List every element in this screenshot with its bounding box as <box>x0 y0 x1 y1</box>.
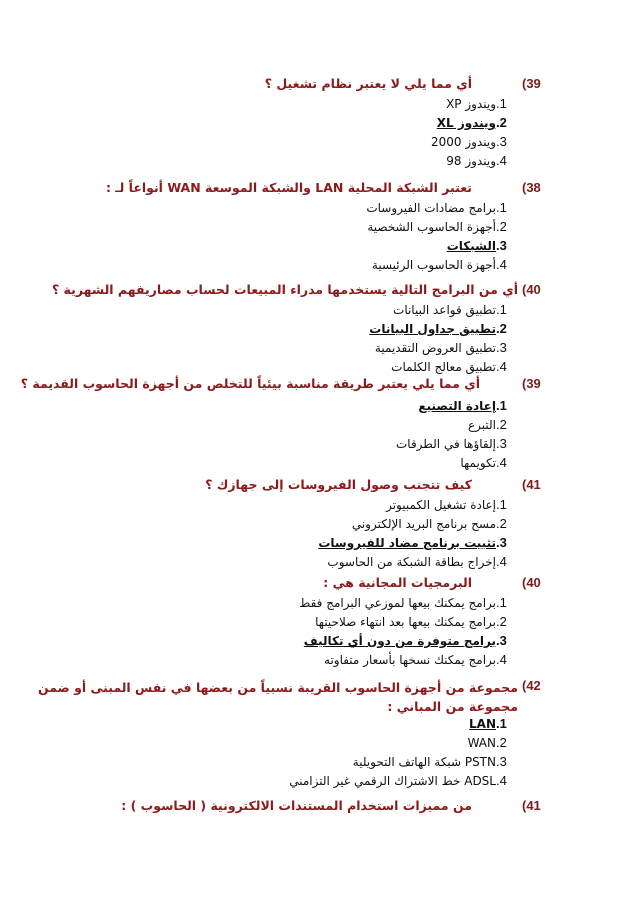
option-text: أجهزة الحاسوب الرئيسية <box>371 258 496 272</box>
option-number: .2 <box>496 417 507 432</box>
answer-option-correct <box>369 321 518 339</box>
option-text: LAN <box>469 717 496 731</box>
option-number: .1 <box>496 398 507 413</box>
question-number: (38 <box>522 180 541 195</box>
option-text: إعادة تشغيل الكمبيوتر <box>386 498 496 512</box>
answer-option <box>431 134 518 152</box>
option-number: .4 <box>496 257 507 272</box>
option-text: تطبيق العروض التقديمية <box>374 341 496 355</box>
question-text: البرمجيات المجانية هي : <box>323 575 472 590</box>
option-number: .2 <box>496 115 507 130</box>
answer-option <box>353 754 518 772</box>
answer-option <box>468 417 518 435</box>
option-number: .2 <box>496 219 507 234</box>
option-text: تثبيت برنامج مضاد للفيروسات <box>318 536 496 550</box>
answer-option <box>446 96 518 114</box>
option-text: إخراج بطاقة الشبكة من الحاسوب <box>327 555 496 569</box>
answer-option <box>315 614 518 632</box>
option-number: .2 <box>496 735 507 750</box>
option-number: .2 <box>496 321 507 336</box>
option-text: إلقاؤها في الطرقات <box>395 437 496 451</box>
option-number: .3 <box>496 754 507 769</box>
question-text: مجموعة من أجهزة الحاسوب القريبة نسبياً من بعضها في نفس المبنى أو ضمن مجموعة من المباني : <box>38 680 518 714</box>
answer-option-correct <box>447 238 518 256</box>
question-number: (41 <box>522 798 541 813</box>
answer-option <box>446 153 518 171</box>
question-number: (42 <box>522 678 541 693</box>
option-text: برامج يمكنك بيعها لموزعي البرامج فقط <box>299 596 496 610</box>
option-number: .3 <box>496 134 507 149</box>
option-number: .4 <box>496 554 507 569</box>
option-number: .1 <box>496 302 507 317</box>
option-text: التبرع <box>467 418 496 432</box>
answer-option <box>391 359 518 377</box>
answer-option <box>396 436 518 454</box>
option-text: تطبيق قواعد البيانات <box>393 303 496 317</box>
option-text: أجهزة الحاسوب الشخصية <box>367 220 496 234</box>
answer-option <box>299 595 518 613</box>
option-text: ويندوز 98 <box>446 154 496 168</box>
answer-option <box>393 302 518 320</box>
answer-option <box>367 219 518 237</box>
option-number: .4 <box>496 359 507 374</box>
question-number: (41 <box>522 477 541 492</box>
option-number: .3 <box>496 436 507 451</box>
answer-option <box>468 735 518 753</box>
question-number: (40 <box>522 575 541 590</box>
answer-option <box>366 200 518 218</box>
option-number: .2 <box>496 614 507 629</box>
option-text: ADSL خط الاشتراك الرقمي غير التزامني <box>289 774 496 788</box>
question-text: أي مما يلي لا يعتبر نظام تشغيل ؟ <box>264 76 472 91</box>
answer-option <box>375 340 518 358</box>
option-number: .1 <box>496 595 507 610</box>
question-number: (39 <box>522 76 541 91</box>
answer-option <box>289 773 518 791</box>
option-number: .4 <box>496 652 507 667</box>
option-number: .4 <box>496 773 507 788</box>
option-text: برامج يمكنك بيعها بعد انتهاء صلاحيتها <box>315 615 496 629</box>
option-number: .4 <box>496 153 507 168</box>
answer-option <box>327 554 518 572</box>
answer-option-correct <box>437 115 518 133</box>
option-text: مسح برنامج البريد الإلكتروني <box>351 517 496 531</box>
answer-option <box>352 516 518 534</box>
option-number: .4 <box>496 455 507 470</box>
answer-option-correct <box>304 633 518 651</box>
option-number: .1 <box>496 96 507 111</box>
option-number: .1 <box>496 497 507 512</box>
option-text: تطبيق جداول البيانات <box>369 322 496 336</box>
option-text: برامج متوفرة من دون أي تكاليف <box>303 634 496 648</box>
answer-option-correct <box>318 535 518 553</box>
option-text: تكويمها <box>460 456 496 470</box>
answer-option <box>460 455 518 473</box>
question-text: أي مما يلي يعتبر طريقة مناسبة بيئياً للتخلص من أجهزة الحاسوب القديمة ؟ <box>20 376 480 391</box>
option-text: إعادة التصنيع <box>418 399 496 413</box>
option-number: .2 <box>496 516 507 531</box>
answer-option <box>372 257 518 275</box>
option-text: ويندوز XL <box>436 116 496 130</box>
question-text: كيف تتجنب وصول الفيروسات إلى جهازك ؟ <box>205 477 472 492</box>
question-text: من مميزات استخدام المستندات الالكترونية ( الحاسوب ) : <box>121 798 472 813</box>
question-number: (40 <box>522 282 541 297</box>
option-text: ويندوز XP <box>446 97 496 111</box>
option-number: .3 <box>496 340 507 355</box>
answer-option-correct <box>418 398 518 416</box>
option-number: .3 <box>496 535 507 550</box>
option-number: .3 <box>496 633 507 648</box>
option-number: .1 <box>496 716 507 731</box>
option-text: تطبيق معالج الكلمات <box>391 360 496 374</box>
option-number: .1 <box>496 200 507 215</box>
option-text: برامج مضادات الفيروسات <box>366 201 496 215</box>
answer-option <box>386 497 518 515</box>
option-text: WAN <box>467 736 496 750</box>
question-text: أي من البرامج التالية يستخدمها مدراء المبيعات لحساب مصاريفهم الشهرية ؟ <box>51 282 518 297</box>
option-number: .3 <box>496 238 507 253</box>
option-text: برامج يمكنك نسخها بأسعار متفاوته <box>324 653 496 667</box>
option-text: ويندوز 2000 <box>430 135 496 149</box>
question-text: تعتبر الشبكة المحلية LAN والشبكة الموسعة WAN أنواعاً لـ : <box>105 180 472 195</box>
answer-option <box>324 652 518 670</box>
option-text: الشبكات <box>446 239 496 253</box>
option-text: PSTN شبكة الهاتف التحويلية <box>352 755 496 769</box>
question-number: (39 <box>522 376 541 391</box>
answer-option-correct <box>469 716 518 734</box>
